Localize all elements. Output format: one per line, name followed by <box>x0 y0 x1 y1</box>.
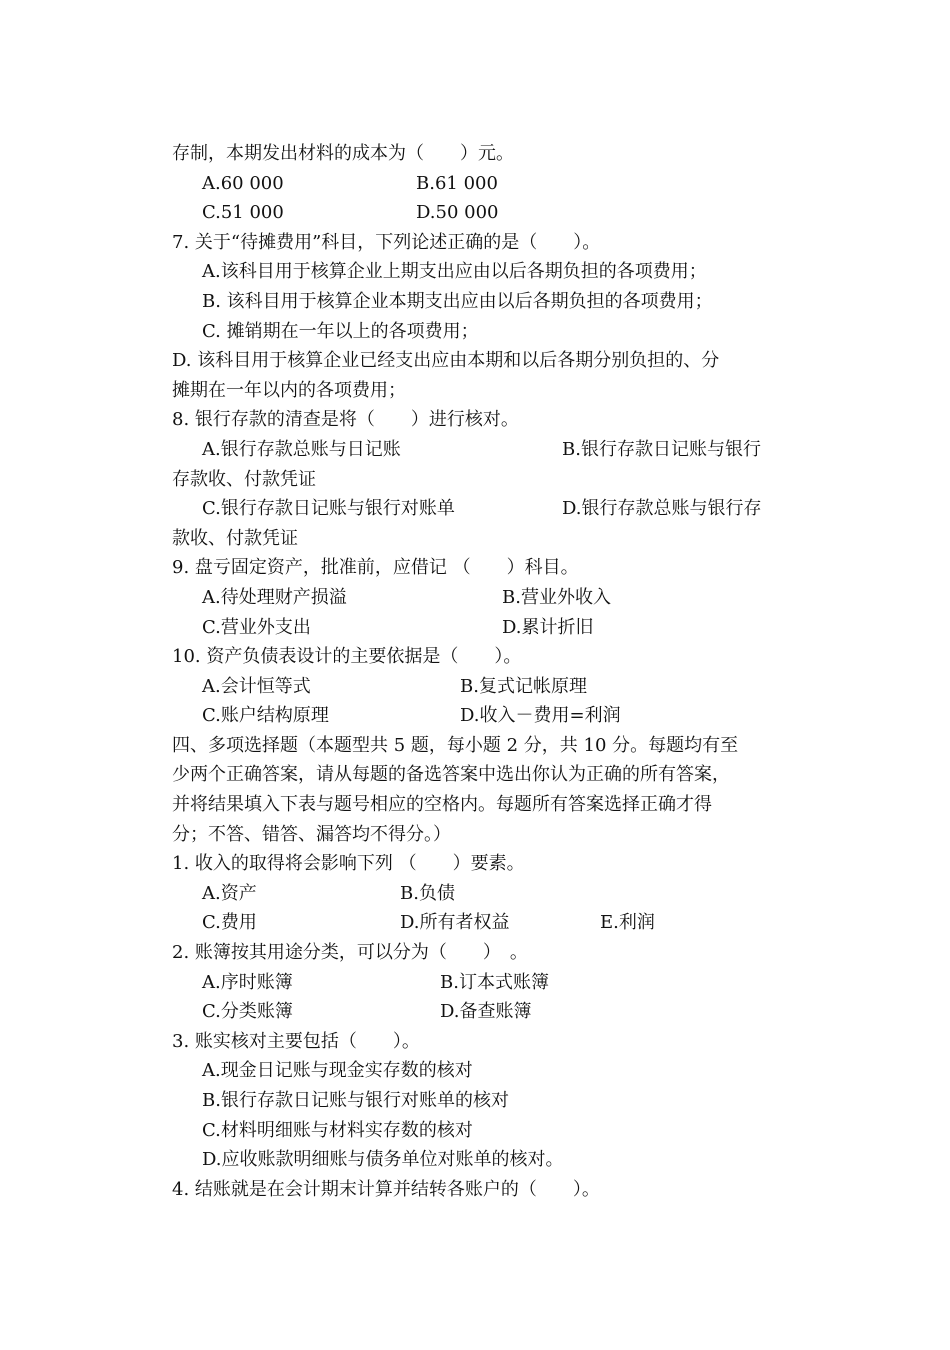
m2-options-row-1 <box>172 968 782 998</box>
q8-option-c: C.银行存款日记账与银行对账单 <box>202 498 455 520</box>
q6-option-b: B.61 000 <box>416 172 498 194</box>
q9-option-b: B.营业外收入 <box>502 586 611 608</box>
q10-options-row-2 <box>172 701 782 731</box>
m1-option-d: D.所有者权益 <box>400 912 510 934</box>
q9-option-c: C.营业外支出 <box>202 616 311 638</box>
q6-options-row-2 <box>172 198 782 228</box>
q8-option-d: D.银行存款总账与银行存 <box>562 498 762 520</box>
q6-option-d: D.50 000 <box>416 202 499 224</box>
m1-option-b: B.负债 <box>400 882 455 904</box>
section4-heading-line1: 四、多项选择题（本题型共 5 题，每小题 2 分，共 10 分。每题均有至 <box>172 734 739 756</box>
m1-stem: 1. 收入的取得将会影响下列 （ ）要素。 <box>172 853 525 875</box>
q7-stem: 7. 关于“待摊费用”科目，下列论述正确的是（ ）。 <box>172 231 601 253</box>
m3-option-d: D.应收账款明细账与债务单位对账单的核对。 <box>202 1149 564 1171</box>
q8-option-b: B.银行存款日记账与银行 <box>562 438 761 460</box>
q7-option-d-line2: 摊期在一年以内的各项费用； <box>172 379 406 401</box>
section4-heading-line3: 并将结果填入下表与题号相应的空格内。每题所有答案选择正确才得 <box>172 794 712 816</box>
q10-option-a: A.会计恒等式 <box>202 675 311 697</box>
q6-option-c: C.51 000 <box>202 202 284 224</box>
q9-options-row-2 <box>172 613 782 643</box>
q7-option-a: A.该科目用于核算企业上期支出应由以后各期负担的各项费用； <box>202 261 707 283</box>
m2-options-row-2 <box>172 997 782 1027</box>
q6-stem-continuation: 存制，本期发出材料的成本为（ ）元。 <box>172 143 514 164</box>
m1-options-row-1 <box>172 879 782 909</box>
m2-option-c: C.分类账簿 <box>202 1001 293 1023</box>
q7-option-d-line1: D. 该科目用于核算企业已经支出应由本期和以后各期分别负担的、分 <box>172 350 720 372</box>
q9-options-row-1 <box>172 583 782 613</box>
q6-options-row-1 <box>172 169 782 199</box>
m4-stem: 4. 结账就是在会计期末计算并结转各账户的（ ）。 <box>172 1178 600 1200</box>
m2-option-a: A.序时账簿 <box>202 971 293 993</box>
q10-option-c: C.账户结构原理 <box>202 705 329 727</box>
m1-option-c: C.费用 <box>202 912 257 934</box>
m1-options-row-2 <box>172 908 782 938</box>
section4-heading-line2: 少两个正确答案，请从每题的备选答案中选出你认为正确的所有答案， <box>172 764 730 786</box>
q6-option-a: A.60 000 <box>202 172 284 194</box>
q9-stem: 9. 盘亏固定资产，批准前，应借记 （ ）科目。 <box>172 557 579 579</box>
q8-options-row-2 <box>172 494 782 524</box>
section4-heading-line4: 分；不答、错答、漏答均不得分。） <box>172 823 451 845</box>
q7-option-b: B. 该科目用于核算企业本期支出应由以后各期负担的各项费用； <box>202 290 713 312</box>
m3-option-b: B.银行存款日记账与银行对账单的核对 <box>202 1090 509 1111</box>
q10-option-b: B.复式记帐原理 <box>460 675 587 697</box>
q9-option-d: D.累计折旧 <box>502 616 594 638</box>
m2-option-d: D.备查账簿 <box>440 1001 532 1023</box>
q10-options-row-1 <box>172 672 782 702</box>
q10-option-d: D.收入－费用=利润 <box>460 705 621 727</box>
m1-option-e: E.利润 <box>600 912 655 934</box>
q7-option-c: C. 摊销期在一年以上的各项费用； <box>202 320 479 342</box>
m1-option-a: A.资产 <box>202 882 257 904</box>
q10-stem: 10. 资产负债表设计的主要依据是（ ）。 <box>172 646 522 668</box>
m3-option-a: A.现金日记账与现金实存数的核对 <box>202 1060 473 1082</box>
q8-option-d-continuation: 款收、付款凭证 <box>172 527 298 549</box>
m3-option-c: C.材料明细账与材料实存数的核对 <box>202 1119 473 1141</box>
m2-stem: 2. 账簿按其用途分类，可以分为（ ） 。 <box>172 942 528 964</box>
m2-option-b: B.订本式账簿 <box>440 971 549 993</box>
m3-stem: 3. 账实核对主要包括（ ）。 <box>172 1030 420 1052</box>
q8-options-row-1 <box>172 435 782 465</box>
q9-option-a: A.待处理财产损溢 <box>202 586 347 608</box>
question-block <box>172 139 782 1204</box>
q8-option-b-continuation: 存款收、付款凭证 <box>172 468 316 490</box>
q8-option-a: A.银行存款总账与日记账 <box>202 438 401 460</box>
q8-stem: 8. 银行存款的清查是将（ ）进行核对。 <box>172 409 519 431</box>
